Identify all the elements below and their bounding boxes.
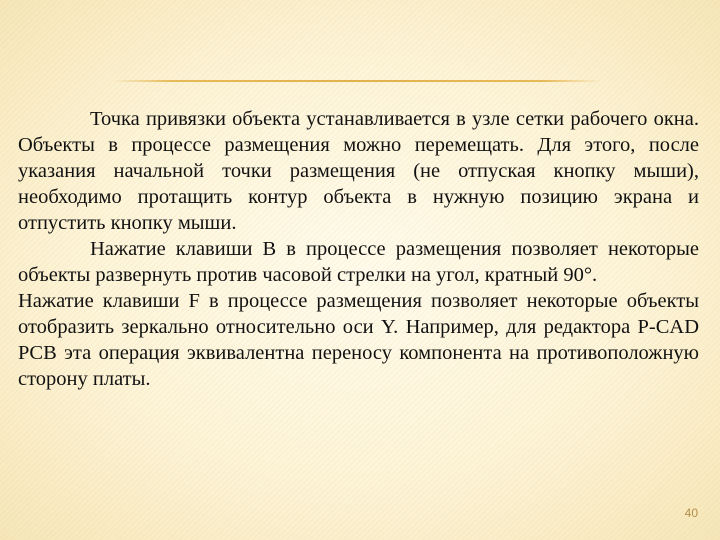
paragraph-anchor-point: Точка привязки объекта устанавливается в узле сетки рабочего окна. Объекты в процессе размещения можно перемещать. Для этого, после указания начальной точки размещения (не отпуская кнопку мыши), необходимо протащить контур объекта в нужную позицию экрана и отпустить кнопку мыши. (18, 108, 699, 234)
paragraph-rotate-key: Нажатие клавиши В в процессе размещения позволяет некоторые объекты развернуть против часовой стрелки на угол, кратный 90°. (18, 238, 699, 286)
paragraph-mirror-key: Нажатие клавиши F в процессе размещения позволяет некоторые объекты отобразить зеркально относительно оси Y. Например, для редактора P-CAD PCB эта операция эквивалентна переносу компонента на противоположную сторону платы. (18, 290, 699, 390)
slide-body (18, 106, 699, 392)
page-number: 40 (684, 506, 698, 520)
decorative-divider-line (112, 80, 602, 82)
